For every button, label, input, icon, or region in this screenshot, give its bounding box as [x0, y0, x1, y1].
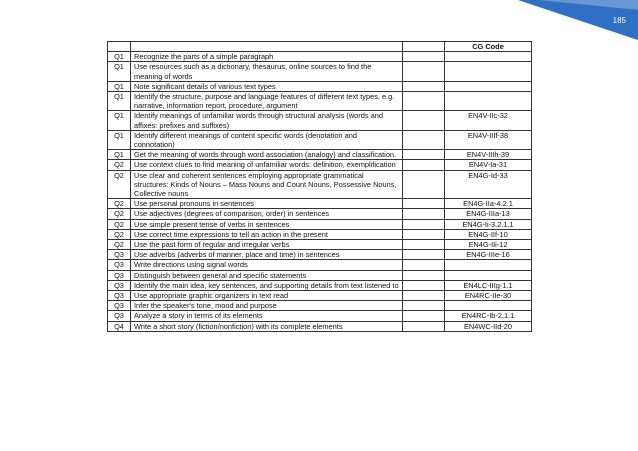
quarter-cell: Q2 [108, 219, 131, 229]
blank-cell [403, 301, 445, 311]
blank-cell [403, 111, 445, 130]
table-row [108, 301, 532, 311]
code-cell [445, 92, 532, 111]
competency-cell: Recognize the parts of a simple paragraph [131, 52, 403, 62]
header-code-cell: CG Code [445, 42, 532, 52]
table-row [108, 291, 532, 301]
table-header-row [108, 42, 532, 52]
quarter-cell: Q3 [108, 250, 131, 260]
blank-cell [403, 150, 445, 160]
table-row [108, 311, 532, 321]
competency-cell: Use adjectives (degrees of comparison, order) in sentences [131, 209, 403, 219]
quarter-cell: Q2 [108, 240, 131, 250]
competency-cell: Identify meanings of unfamiliar words through structural analysis (words and affixes: prefixes and suffixes) [131, 111, 403, 130]
quarter-cell: Q2 [108, 199, 131, 209]
table-body [108, 52, 532, 332]
code-cell [445, 62, 532, 81]
table-row [108, 130, 532, 149]
competency-cell: Use adverbs (adverbs of manner, place and time) in sentences [131, 250, 403, 260]
blank-cell [403, 260, 445, 270]
code-cell [445, 81, 532, 91]
table-row [108, 229, 532, 239]
quarter-cell: Q1 [108, 81, 131, 91]
quarter-cell: Q1 [108, 52, 131, 62]
header-competency-cell [131, 42, 403, 52]
competency-cell: Infer the speaker's tone, mood and purpose [131, 301, 403, 311]
code-cell: EN4V-IIIh-39 [445, 150, 532, 160]
competency-cell: Use the past form of regular and irregular verbs [131, 240, 403, 250]
blank-cell [403, 52, 445, 62]
quarter-cell: Q4 [108, 321, 131, 331]
competency-cell: Write a short story (fiction/nonfiction) with its complete elements [131, 321, 403, 331]
quarter-cell: Q1 [108, 92, 131, 111]
table-row [108, 81, 532, 91]
code-cell: EN4G-Id-33 [445, 170, 532, 199]
blank-cell [403, 321, 445, 331]
blank-cell [403, 92, 445, 111]
quarter-cell: Q1 [108, 150, 131, 160]
competency-cell: Write directions using signal words [131, 260, 403, 270]
quarter-cell: Q1 [108, 111, 131, 130]
competency-cell: Identify the structure, purpose and language features of different text types, e.g. narrative, information report, procedure, argument [131, 92, 403, 111]
table-row [108, 199, 532, 209]
quarter-cell: Q1 [108, 62, 131, 81]
page-number: 185 [612, 16, 626, 25]
code-cell: EN4G-Ii-3.2.1.1 [445, 219, 532, 229]
competency-cell: Note significant details of various text types [131, 81, 403, 91]
competency-cell: Use personal pronouns in sentences [131, 199, 403, 209]
blank-cell [403, 229, 445, 239]
blank-cell [403, 250, 445, 260]
code-cell: EN4G-IIi-12 [445, 240, 532, 250]
code-cell: EN4RC-Ib-2.1.1 [445, 311, 532, 321]
competency-cell: Use correct time expressions to tell an action in the present [131, 229, 403, 239]
table-row [108, 62, 532, 81]
quarter-cell: Q2 [108, 229, 131, 239]
header-blank-cell [403, 42, 445, 52]
code-cell: EN4G-IIIe-16 [445, 250, 532, 260]
quarter-cell: Q2 [108, 209, 131, 219]
table-row [108, 150, 532, 160]
blank-cell [403, 170, 445, 199]
blank-cell [403, 199, 445, 209]
table-row [108, 92, 532, 111]
blank-cell [403, 240, 445, 250]
competency-cell: Identify different meanings of content specific words (denotation and connotation) [131, 130, 403, 149]
code-cell [445, 270, 532, 280]
blank-cell [403, 130, 445, 149]
table-row [108, 280, 532, 290]
blank-cell [403, 81, 445, 91]
code-cell: EN4V-IIIf-38 [445, 130, 532, 149]
quarter-cell: Q3 [108, 311, 131, 321]
table-row [108, 250, 532, 260]
quarter-cell: Q2 [108, 170, 131, 199]
quarter-cell: Q1 [108, 130, 131, 149]
curriculum-table [107, 41, 532, 332]
competency-cell: Distinguish between general and specific statements [131, 270, 403, 280]
blank-cell [403, 270, 445, 280]
quarter-cell: Q2 [108, 160, 131, 170]
blank-cell [403, 62, 445, 81]
blank-cell [403, 209, 445, 219]
code-cell: EN4WC-IId-20 [445, 321, 532, 331]
blank-cell [403, 291, 445, 301]
table-row [108, 170, 532, 199]
competency-cell: Use resources such as a dictionary, thesaurus, online sources to find the meaning of words [131, 62, 403, 81]
competency-cell: Use appropriate graphic organizers in text read [131, 291, 403, 301]
code-cell: EN4G-IIf-10 [445, 229, 532, 239]
competency-cell: Identify the main idea, key sentences, and supporting details from text listened to [131, 280, 403, 290]
quarter-cell: Q3 [108, 301, 131, 311]
table-row [108, 219, 532, 229]
code-cell: EN4G-IIIa-13 [445, 209, 532, 219]
table-row [108, 260, 532, 270]
table-row [108, 111, 532, 130]
blank-cell [403, 311, 445, 321]
competency-cell: Analyze a story in terms of its elements [131, 311, 403, 321]
table-row [108, 52, 532, 62]
table-row [108, 321, 532, 331]
code-cell [445, 260, 532, 270]
quarter-cell: Q3 [108, 291, 131, 301]
competency-cell: Use simple present tense of verbs in sentences [131, 219, 403, 229]
table-row [108, 160, 532, 170]
blank-cell [403, 219, 445, 229]
code-cell: EN4V-IIc-32 [445, 111, 532, 130]
table-row [108, 209, 532, 219]
table-row [108, 240, 532, 250]
blank-cell [403, 160, 445, 170]
code-cell: EN4LC-IIIg-1.1 [445, 280, 532, 290]
competency-cell: Use context clues to find meaning of unfamiliar words: definition, exemplification [131, 160, 403, 170]
quarter-cell: Q3 [108, 270, 131, 280]
table-row [108, 270, 532, 280]
competency-cell: Get the meaning of words through word association (analogy) and classification. [131, 150, 403, 160]
code-cell [445, 301, 532, 311]
quarter-cell: Q3 [108, 260, 131, 270]
code-cell: EN4V-Ia-31 [445, 160, 532, 170]
code-cell [445, 52, 532, 62]
blank-cell [403, 280, 445, 290]
quarter-cell: Q3 [108, 280, 131, 290]
competency-cell: Use clear and coherent sentences employing appropriate grammatical structures: Kinds of Nouns – Mass Nouns and Count Nouns, Possessive Nouns, Collective nouns [131, 170, 403, 199]
code-cell: EN4G-IIa-4.2.1 [445, 199, 532, 209]
code-cell: EN4RC-IIe-30 [445, 291, 532, 301]
header-quarter-cell [108, 42, 131, 52]
